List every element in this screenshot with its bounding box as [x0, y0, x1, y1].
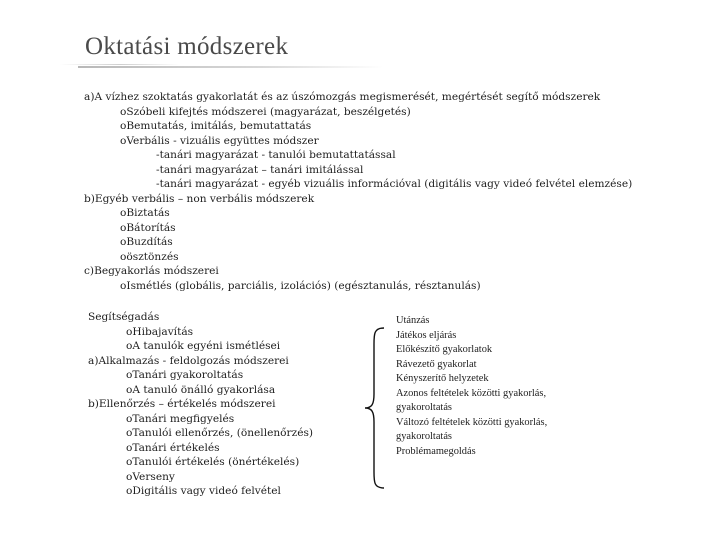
list-item: Utánzás	[396, 315, 430, 326]
title-underline-accent	[60, 64, 180, 65]
list-item: oBátorítás	[120, 221, 176, 234]
curly-brace-icon	[362, 326, 388, 490]
list-item: oIsmétlés (globális, parciális, izolációs) (egésztanulás, résztanulás)	[120, 279, 481, 292]
list-item: oösztönzés	[120, 250, 179, 263]
list-item: oVerseny	[126, 470, 175, 483]
list-item: Azonos feltételek közötti gyakorlás,	[396, 387, 547, 399]
list-item: gyakoroltatás	[396, 402, 452, 413]
list-item: -tanári magyarázat - tanulói bemutattatással	[156, 149, 396, 161]
list-item: oA tanulók egyéni ismétlései	[126, 340, 281, 352]
list-item: oTanulói ellenőrzés, (önellenőrzés)	[126, 427, 314, 439]
list-item: oBemutatás, imitálás, bemutattatás	[120, 120, 312, 132]
list-item: c)Begyakorlás módszerei	[84, 265, 219, 277]
list-item: -tanári magyarázat – tanári imitálással	[156, 163, 364, 176]
list-item: oBiztatás	[120, 207, 170, 219]
list-item: Változó feltételek közötti gyakorlás,	[396, 416, 548, 428]
list-item: a)A vízhez szoktatás gyakorlatát és az úszómozgás megismerését, megértését segítő módszerek	[84, 91, 601, 103]
list-item: oDigitális vagy videó felvétel	[126, 485, 281, 497]
list-item: -tanári magyarázat - egyéb vizuális információval (digitális vagy videó felvétel elemzése)	[156, 178, 633, 190]
list-item: oTanári gyakoroltatás	[126, 369, 244, 381]
list-item: Problémamegoldás	[396, 445, 476, 457]
list-item: gyakoroltatás	[396, 431, 452, 442]
list-item: Kényszerítő helyzetek	[396, 373, 489, 384]
list-item: b)Ellenőrzés – értékelés módszerei	[88, 398, 276, 410]
list-item: oSzóbeli kifejtés módszerei (magyarázat, beszélgetés)	[120, 105, 411, 118]
list-item: oHibajavítás	[126, 325, 194, 338]
list-item: oTanári értékelés	[126, 441, 220, 454]
list-item: oBuzdítás	[120, 236, 173, 248]
title-underline	[78, 66, 383, 68]
list-item: oTanulói értékelés (önértékelés)	[126, 456, 300, 468]
list-item: Előkészítő gyakorlatok	[396, 344, 493, 355]
list-item: oA tanuló önálló gyakorlása	[126, 383, 276, 396]
list-item: Segítségadás	[88, 311, 160, 323]
list-item: Játékos eljárás	[396, 329, 457, 341]
page-title: Oktatási módszerek	[85, 33, 289, 60]
list-item: oTanári megfigyelés	[126, 412, 235, 425]
list-item: oVerbális - vizuális együttes módszer	[120, 134, 319, 147]
list-item: Rávezető gyakorlat	[396, 358, 477, 370]
list-item: b)Egyéb verbális – non verbális módszerek	[84, 192, 315, 205]
list-item: a)Alkalmazás - feldolgozás módszerei	[88, 354, 289, 367]
